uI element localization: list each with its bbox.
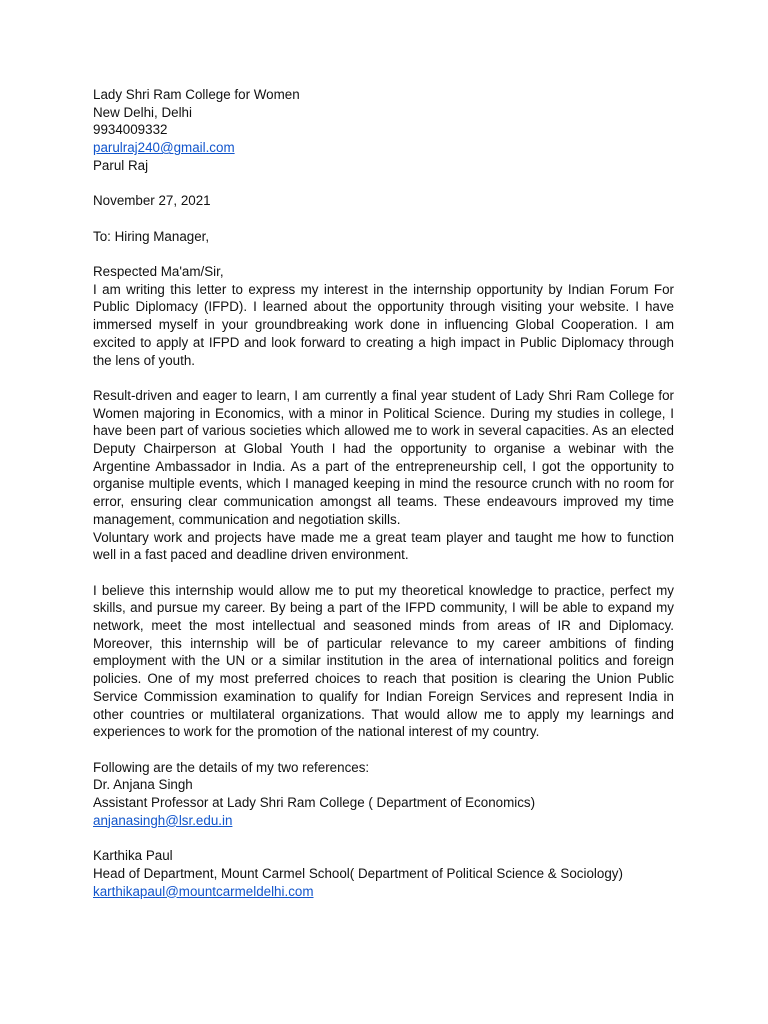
paragraph-experience: Result-driven and eager to learn, I am currently a final year student of Lady Shri Ram College for Women majoring in Economics, with a minor in Political Science. During my studies in college, I have been part of various societies which allowed me to work in several capacities. As an elected Deputy Chairperson at Global Youth I had the opportunity to organise a webinar with the Argentine Ambassador in India. As a part of the entrepreneurship cell, I got the opportunity to organise multiple events, which I managed keeping in mind the resource crunch with no room for error, ensuring clear communication amongst all teams. These endeavours improved my time management, communication and negotiation skills. (93, 387, 674, 527)
paragraph-intro: I am writing this letter to express my interest in the internship opportunity by Indian Forum For Public Diplomacy (IFPD). I learned about the opportunity through visiting your website. I have immersed myself in your groundbreaking work done in influencing Global Cooperation. I am excited to apply at IFPD and look forward to creating a high impact in Public Diplomacy through the lens of youth. (93, 281, 674, 368)
sender-college: Lady Shri Ram College for Women (93, 87, 300, 102)
reference-2-title: Head of Department, Mount Carmel School( Department of Political Science & Sociology) (93, 865, 623, 881)
sender-address (93, 86, 674, 175)
references-section (93, 759, 674, 901)
reference-2-email-link[interactable]: karthikapaul@mountcarmeldelhi.com (93, 883, 314, 899)
sender-name: Parul Raj (93, 157, 149, 173)
letter-date: November 27, 2021 (93, 193, 211, 209)
paragraph-motivation: I believe this internship would allow me to put my theoretical knowledge to practice, perfect my skills, and pursue my career. By being a part of the IFPD community, I will be able to expand my network, meet the most intellectual and seasoned minds from areas of IR and Diplomacy. Moreover, this internship will be of particular relevance to my career ambitions of finding employment with the UN or a similar institution in the area of international politics and foreign policies. One of my most preferred choices to reach that position is clearing the Union Public Service Commission examination to qualify for Indian Foreign Services and represent India in other countries or multilateral organizations. That would allow me to apply my learnings and experiences to work for the promotion of the national interest of my country. (93, 582, 674, 740)
reference-1-title: Assistant Professor at Lady Shri Ram College ( Department of Economics) (93, 795, 536, 811)
recipient: To: Hiring Manager, (93, 228, 210, 244)
sender-phone: 9934009332 (93, 122, 168, 138)
references-intro: Following are the details of my two references: (93, 759, 370, 775)
salutation: Respected Ma'am/Sir, (93, 263, 224, 279)
reference-1-name: Dr. Anjana Singh (93, 777, 193, 793)
sender-city: New Delhi, Delhi (93, 104, 192, 120)
reference-2-name: Karthika Paul (93, 848, 173, 864)
sender-email-link[interactable]: parulraj240@gmail.com (93, 140, 235, 156)
paragraph-teamwork: Voluntary work and projects have made me a great team player and taught me how to function well in a fast paced and deadline driven environment. (93, 529, 674, 563)
reference-1-email-link[interactable]: anjanasingh@lsr.edu.in (93, 812, 233, 828)
